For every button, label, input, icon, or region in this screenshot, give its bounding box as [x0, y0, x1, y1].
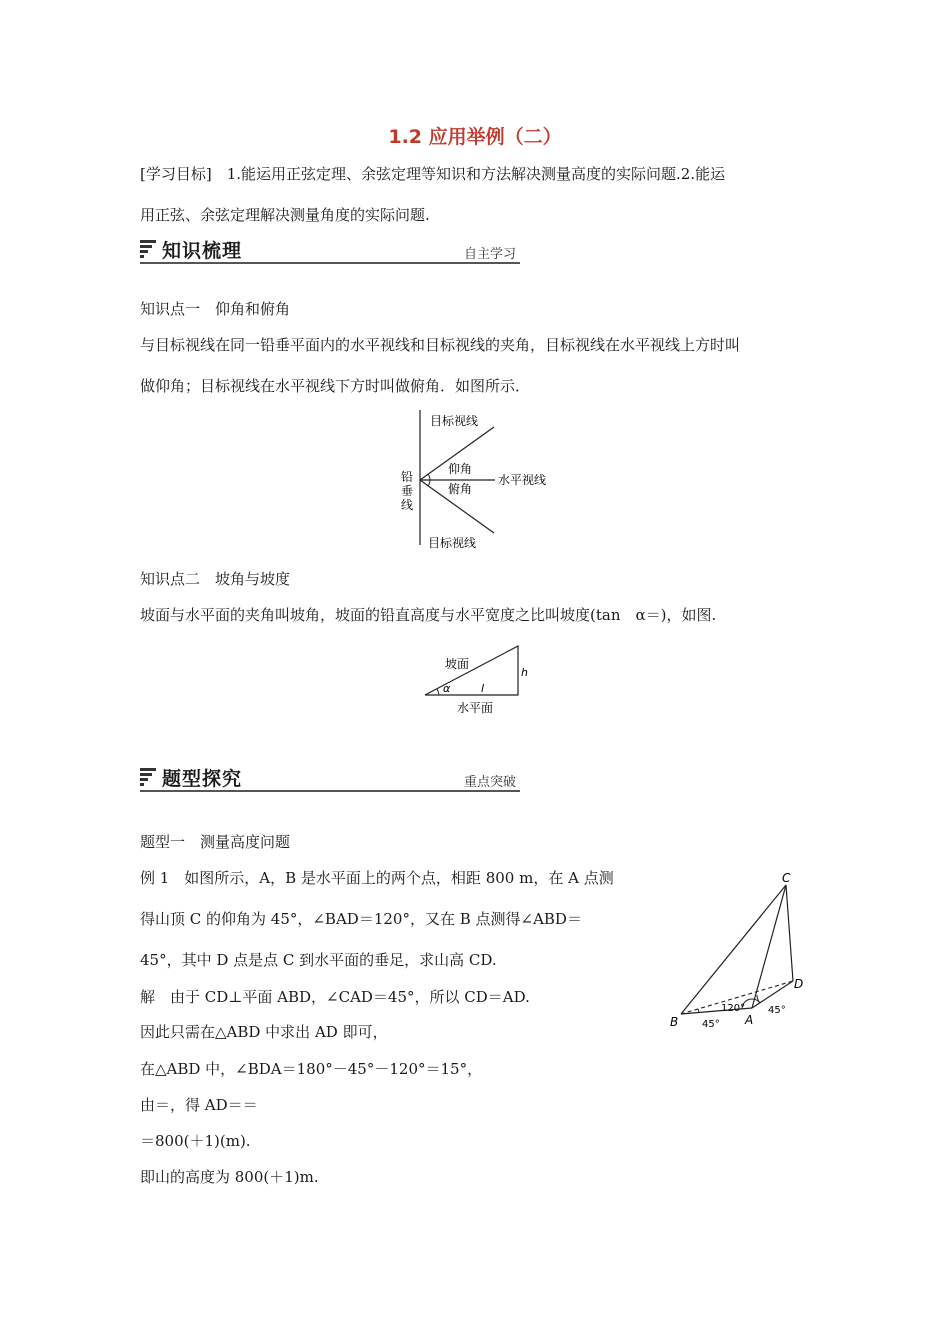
- section-header-knowledge: [140, 236, 520, 264]
- angle-120-label: 120°: [721, 1003, 746, 1014]
- elevation-angle-label: 仰角: [448, 462, 473, 476]
- point-D-label: D: [794, 977, 804, 991]
- point-A-label: A: [745, 1013, 754, 1027]
- top-sight-label: 目标视线: [430, 414, 479, 428]
- alpha-label: α: [443, 682, 451, 695]
- kp1-line-2: 做仰角；目标视线在水平视线下方时叫做俯角．如图所示．: [140, 377, 531, 395]
- slope-triangle: [425, 646, 518, 695]
- line-CD: [786, 885, 793, 981]
- angle-45-B-label: 45°: [702, 1019, 720, 1030]
- objectives-line-2: 用正弦、余弦定理解决测量角度的实际问题.: [140, 206, 430, 224]
- l-label: l: [481, 682, 485, 695]
- mountain-height-figure: [665, 868, 815, 1038]
- kp2-line-1: 坡面与水平面的夹角叫坡角，坡面的铅直高度与水平宽度之比叫坡度(tan α＝)，如图.: [140, 606, 717, 624]
- horizontal-plane-label: 水平面: [457, 701, 494, 715]
- example1-line-2: 得山顶 C 的仰角为 45°，∠BAD＝120°，又在 B 点测得∠ABD＝: [140, 910, 582, 928]
- page-title: 1.2 应用举例（二）: [388, 126, 562, 148]
- horizontal-sight-label: 水平视线: [498, 473, 547, 487]
- objectives-line-1: [学习目标] 1.能运用正弦定理、余弦定理等知识和方法解决测量高度的实际问题.2.能运: [140, 165, 726, 183]
- h-label: h: [521, 666, 528, 679]
- solution-line-3: 在△ABD 中，∠BDA＝180°－45°－120°＝15°，: [140, 1060, 483, 1078]
- slope-figure: [415, 640, 535, 720]
- solution-line-2: 因此只需在△ABD 中求出 AD 即可，: [140, 1023, 388, 1041]
- kp1-line-1: 与目标视线在同一铅垂平面内的水平视线和目标视线的夹角，目标视线在水平视线上方时叫: [140, 336, 741, 354]
- vertical-label-3: 线: [401, 498, 414, 512]
- angle-45-A-label: 45°: [768, 1005, 786, 1016]
- kp2-heading: 知识点二 坡角与坡度: [140, 570, 291, 588]
- kp1-heading: 知识点一 仰角和俯角: [140, 300, 291, 318]
- section-subtitle: 重点突破: [463, 775, 516, 790]
- line-BC: [681, 885, 786, 1014]
- example1-line-3: 45°，其中 D 点是点 C 到水平面的垂足，求山高 CD.: [140, 951, 497, 969]
- section-bars-icon: [140, 768, 160, 786]
- solution-line-4: 由＝，得 AD＝＝: [140, 1096, 258, 1114]
- section-header-problem-types: [140, 764, 520, 792]
- point-C-label: C: [782, 871, 791, 885]
- vertical-label-2: 垂: [401, 484, 414, 498]
- section-bars-icon: [140, 240, 160, 258]
- vertical-label-1: 铅: [401, 470, 414, 484]
- example1-line-1: 例 1 如图所示，A，B 是水平面上的两个点，相距 800 m，在 A 点测: [140, 869, 614, 887]
- section-title: 题型探究: [162, 768, 243, 790]
- solution-line-6: 即山的高度为 800(＋1)m.: [140, 1168, 319, 1186]
- section-title: 知识梳理: [162, 240, 243, 262]
- depression-angle-label: 俯角: [448, 482, 473, 496]
- elevation-depression-figure: [390, 405, 560, 555]
- solution-line-5: ＝800(＋1)(m).: [140, 1132, 251, 1150]
- slope-face-label: 坡面: [445, 657, 470, 671]
- bottom-sight-label: 目标视线: [428, 536, 477, 550]
- point-B-label: B: [670, 1015, 679, 1029]
- section-subtitle: 自主学习: [463, 247, 516, 262]
- type1-heading: 题型一 测量高度问题: [140, 833, 291, 851]
- solution-line-1: 解 由于 CD⊥平面 ABD，∠CAD＝45°，所以 CD＝AD.: [140, 988, 530, 1006]
